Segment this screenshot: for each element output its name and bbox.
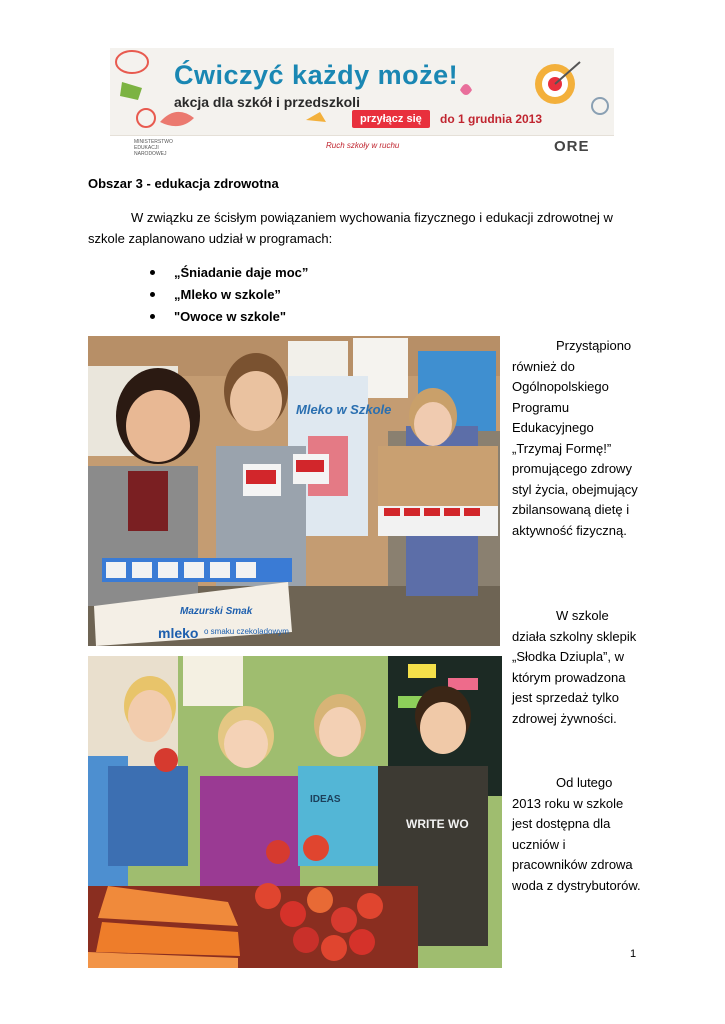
intro-paragraph: W związku ze ścisłym powiązaniem wychowania fizycznego i edukacji zdrowotnej w szkole zaplanowano udział w programach:	[88, 210, 613, 246]
milk-photo-illustration	[88, 336, 500, 646]
shirt-print: WRITE WO	[406, 817, 469, 831]
side-paragraph: W szkole działa szkolny sklepik „Słodka Dziupla”, w którym prowadzona jest sprzedaż tylko zdrowej żywności.	[512, 608, 637, 726]
side-paragraph: Od lutego 2013 roku w szkole jest dostępna dla uczniów i pracowników zdrowa woda z dystrybutorów.	[512, 775, 641, 893]
banner-join-badge: przyłącz się	[352, 110, 430, 128]
list-item	[150, 284, 308, 306]
banner-deadline: do 1 grudnia 2013	[440, 112, 543, 126]
milk-program-photo	[88, 336, 500, 646]
school-shop-text	[512, 606, 642, 729]
program-label: „Mleko w szkole”	[174, 287, 281, 302]
box-milk-label: mleko	[158, 625, 199, 641]
bullet-icon	[150, 292, 155, 297]
fruit-program-photo	[88, 656, 502, 968]
program-label: "Owoce w szkole"	[174, 309, 287, 324]
bullet-icon	[150, 270, 155, 275]
trzymaj-forme-text	[512, 336, 642, 541]
box-flavour-label: o smaku czekoladowym	[204, 627, 289, 636]
box-brand: Mazurski Smak	[180, 606, 253, 617]
program-list	[150, 262, 308, 328]
list-item	[150, 262, 308, 284]
ministry-logo: MINISTERSTWO EDUKACJI NARODOWEJ	[134, 139, 173, 157]
banner-logos	[110, 135, 614, 160]
schools-in-motion-logo: Ruch szkoły w ruchu	[326, 141, 400, 150]
ore-logo: ORE	[554, 138, 590, 155]
section-heading: Obszar 3 - edukacja zdrowotna	[88, 176, 279, 191]
banner-title: Ćwiczyć każdy może!	[174, 60, 459, 90]
list-item	[150, 306, 308, 328]
campaign-banner	[110, 48, 614, 160]
program-label: „Śniadanie daje moc”	[174, 265, 309, 280]
fruit-photo-illustration	[88, 656, 502, 968]
water-dispenser-text	[512, 773, 642, 896]
side-paragraph: Przystąpiono również do Ogólnopolskiego Programu Edukacyjnego „Trzymaj Formę!” promującego zdrowy styl życia, obejmujący zbilansowaną dietę i aktywność fizyczną.	[512, 338, 638, 538]
shirt2-print: IDEAS	[310, 794, 341, 805]
page-number: 1	[630, 948, 637, 960]
poster-title: Mleko w Szkole	[296, 402, 392, 417]
bullet-icon	[150, 314, 155, 319]
banner-subtitle: akcja dla szkół i przedszkoli	[174, 94, 360, 110]
